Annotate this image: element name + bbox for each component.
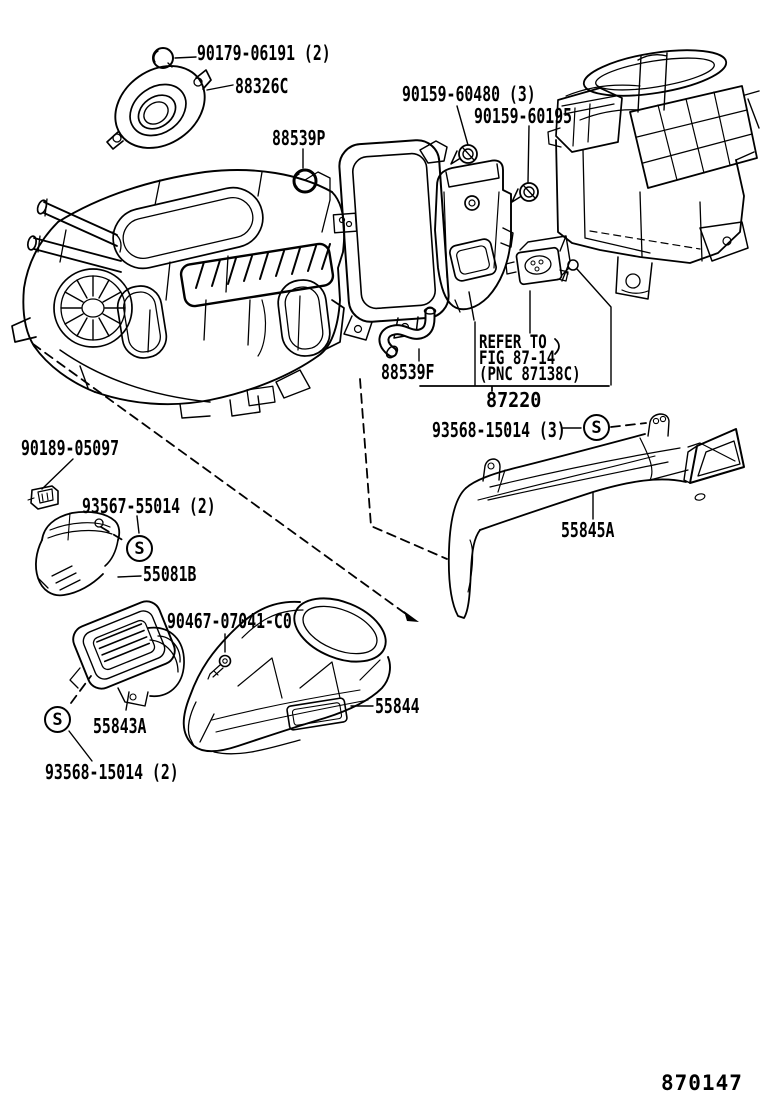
part-label-93568-15014-2: 93568-15014 (2) [45, 760, 179, 784]
refer-note-line3: (PNC 87138C) [479, 363, 581, 385]
fastener-90467-drawing [208, 656, 231, 680]
part-label-88539F: 88539F [381, 360, 435, 384]
heater-case-87220-drawing [435, 160, 513, 312]
gasket-88326C-drawing [99, 49, 220, 165]
blower-unit-drawing [548, 42, 759, 299]
s-symbol-1: S [583, 414, 610, 441]
figure-number: 870147 [661, 1071, 743, 1095]
refer-note-line1: REFER TO [479, 331, 547, 353]
refer-note-line2: FIG 87-14 [479, 347, 556, 369]
dashed-reference-lines [33, 344, 646, 703]
part-label-55845A: 55845A [561, 518, 615, 542]
heater-unit-drawing [12, 170, 344, 418]
screw-60195-drawing [512, 183, 538, 202]
hose-88539F-drawing [384, 308, 436, 360]
clip-90189-drawing [28, 486, 58, 509]
part-label-88326C: 88326C [235, 74, 289, 98]
s-symbol-2: S [126, 535, 153, 562]
duct-55845A-drawing [449, 414, 744, 618]
part-label-55844: 55844 [375, 694, 420, 718]
part-label-90179-06191: 90179-06191 (2) [197, 41, 331, 65]
s-symbol-3: S [44, 706, 71, 733]
part-label-90189-05097: 90189-05097 [21, 436, 120, 460]
part-label-55843A: 55843A [93, 714, 147, 738]
part-label-88539P: 88539P [272, 126, 326, 150]
duct-55081B-drawing [36, 512, 119, 595]
refer-note [479, 331, 581, 385]
part-label-87220: 87220 [486, 388, 542, 412]
screw-60480-drawing [451, 145, 477, 164]
part-label-90467-07041-C0: 90467-07041-C0 [167, 609, 292, 633]
dashed-arrowhead [404, 611, 419, 622]
part-label-93568-15014-3: 93568-15014 (3) [432, 418, 566, 442]
washer-icon [153, 48, 173, 68]
part-label-55081B: 55081B [143, 562, 197, 586]
servo-drawing [506, 236, 578, 285]
part-label-93567-55014: 93567-55014 (2) [82, 494, 216, 518]
part-label-90159-60480: 90159-60480 (3) [402, 82, 536, 106]
part-label-90159-60195: 90159-60195 [474, 104, 573, 128]
